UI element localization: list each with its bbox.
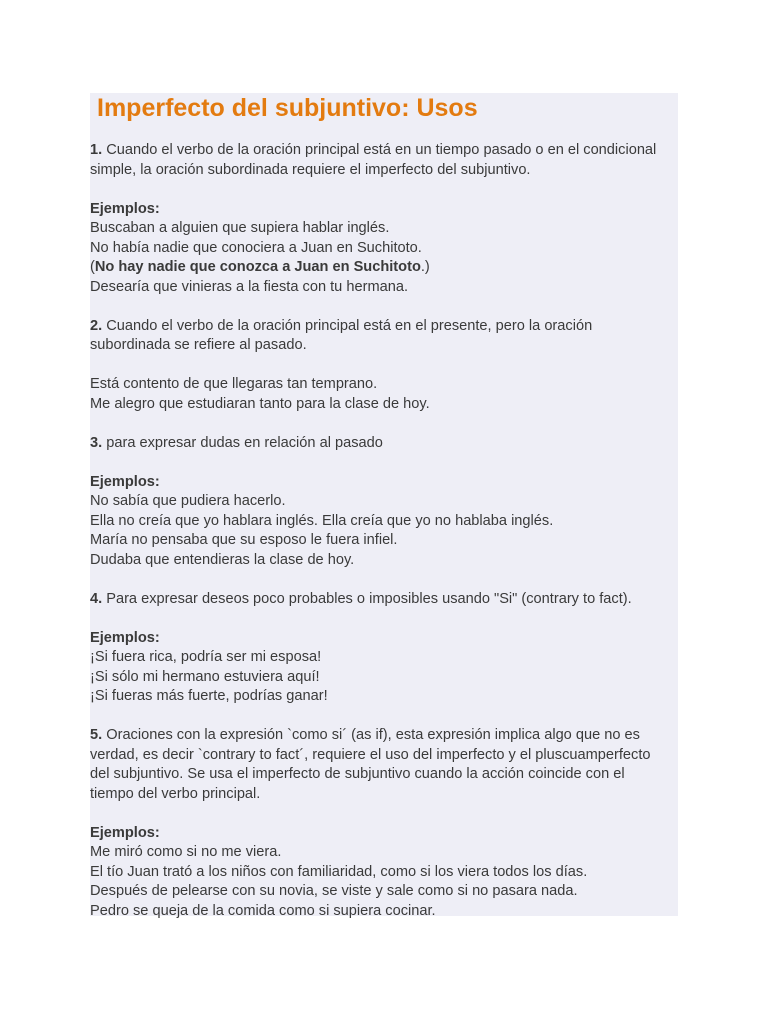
document-page — [90, 93, 678, 919]
section-5-example-2: El tío Juan trató a los niños con familiaridad, como si los viera todos los días. — [90, 863, 588, 880]
spacer — [90, 414, 678, 434]
section-2-number: 2. — [90, 317, 103, 334]
section-2-example-2: Me alegro que estudiaran tanto para la clase de hoy. — [90, 395, 430, 412]
section-5-line-2: verdad, es decir `contrary to fact´, requiere el uso del imperfecto y el pluscuamperfecto — [90, 746, 651, 763]
section-1-text-1: Cuando el verbo de la oración principal está en un tiempo pasado o en el condicional — [102, 142, 657, 158]
section-1-example-1: Buscaban a alguien que supiera hablar inglés. — [90, 220, 390, 236]
spacer — [90, 609, 678, 629]
section-1-example-4: Desearía que vinieras a la fiesta con tu hermana. — [90, 278, 408, 295]
spacer — [90, 453, 678, 473]
section-4-example-1: ¡Si fuera rica, podría ser mi esposa! — [90, 649, 322, 665]
section-2-example-1: Está contento de que llegaras tan temprano. — [90, 376, 378, 392]
section-5-line-1: 5. Oraciones con la expresión `como si´ (as if), esta expresión implica algo que no es — [90, 727, 640, 743]
document-body — [90, 141, 678, 921]
section-1-number: 1. — [90, 142, 103, 158]
section-1-line-2: simple, la oración subordinada requiere el imperfecto del subjuntivo. — [90, 161, 531, 178]
section-1-examples-label: Ejemplos: — [90, 200, 160, 217]
spacer — [90, 804, 678, 824]
section-1-example-3-bold: No hay nadie que conozca a Juan en Suchitoto — [94, 259, 421, 275]
section-1-example-2: No había nadie que conociera a Juan en Suchitoto. — [90, 239, 422, 256]
spacer — [90, 356, 678, 376]
section-3-example-2: Ella no creía que yo hablara inglés. Ella creía que yo no hablaba inglés. — [90, 512, 554, 529]
section-3-examples-label: Ejemplos: — [90, 473, 160, 490]
section-3-example-1: No sabía que pudiera hacerlo. — [90, 493, 286, 509]
spacer — [90, 180, 678, 200]
section-5-example-4: Pedro se queja de la comida como si supiera cocinar. — [90, 902, 436, 919]
section-3-line-1: 3. para expresar dudas en relación al pasado — [90, 434, 383, 451]
section-5-line-3: del subjuntivo. Se usa el imperfecto de subjuntivo cuando la acción coincide con el — [90, 766, 625, 782]
section-5-example-3: Después de pelearse con su novia, se viste y sale como si no pasara nada. — [90, 883, 578, 899]
section-4-line-1: 4. Para expresar deseos poco probables o imposibles usando "Si" (contrary to fact). — [90, 590, 632, 607]
section-2-line-1: 2. Cuando el verbo de la oración principal está en el presente, pero la oración — [90, 317, 593, 334]
section-5-number: 5. — [90, 727, 103, 743]
section-2-line-2: subordinada se refiere al pasado. — [90, 337, 307, 353]
section-3-number: 3. — [90, 434, 103, 451]
spacer — [90, 570, 678, 590]
spacer — [90, 297, 678, 317]
section-5-examples-label: Ejemplos: — [90, 824, 160, 841]
section-4-example-3: ¡Si fueras más fuerte, podrías ganar! — [90, 688, 328, 704]
section-1-example-3: (No hay nadie que conozca a Juan en Suchitoto.) — [90, 259, 430, 275]
section-5-example-1: Me miró como si no me viera. — [90, 844, 282, 860]
spacer — [90, 707, 678, 727]
section-4-number: 4. — [90, 590, 103, 607]
section-5-line-4: tiempo del verbo principal. — [90, 785, 261, 802]
section-1-line-1 — [90, 141, 678, 161]
section-3-example-4: Dudaba que entendieras la clase de hoy. — [90, 551, 355, 568]
page-title: Imperfecto del subjuntivo: Usos — [97, 94, 478, 122]
section-4-examples-label: Ejemplos: — [90, 629, 160, 646]
section-4-example-2: ¡Si sólo mi hermano estuviera aquí! — [90, 668, 320, 685]
section-3-example-3: María no pensaba que su esposo le fuera infiel. — [90, 532, 398, 548]
